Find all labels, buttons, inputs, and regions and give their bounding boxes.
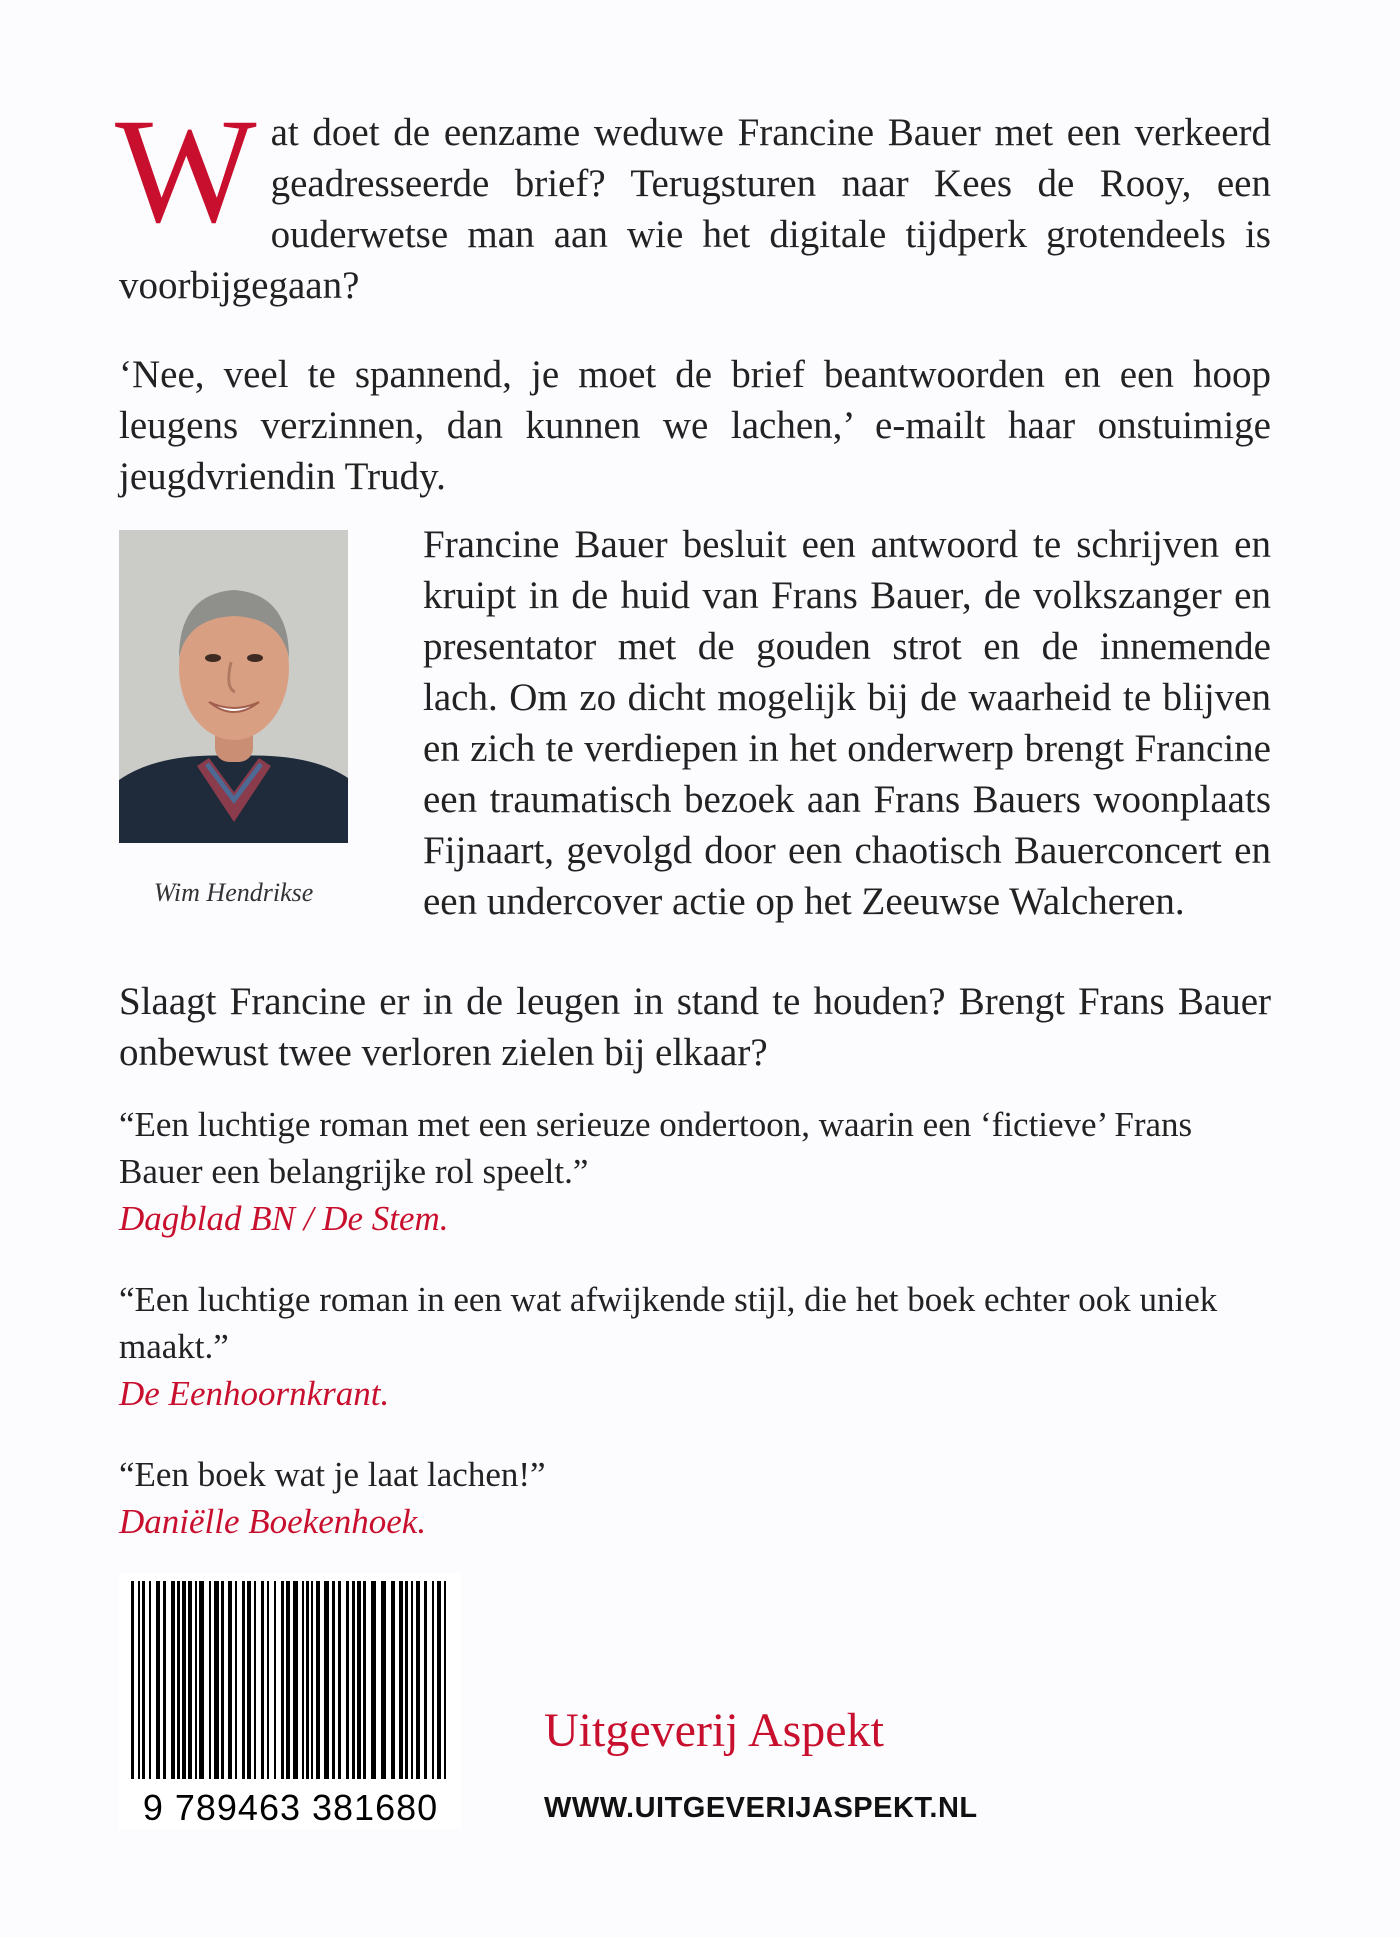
drop-cap: W [115, 88, 257, 254]
review-quote [119, 1276, 1271, 1417]
review-quote-source: Dagblad BN / De Stem. [119, 1199, 449, 1238]
review-quote-text: “Een boek wat je laat lachen!” [119, 1455, 546, 1494]
intro-paragraph [115, 88, 1271, 311]
review-quote-source: Daniëlle Boekenhoek. [119, 1502, 427, 1541]
review-quote-text: “Een luchtige roman met een serieuze ondertoon, waarin een ‘fictieve’ Frans Bauer een belangrijke rol speelt.” [119, 1105, 1193, 1191]
isbn-barcode [119, 1573, 462, 1829]
publisher-name: Uitgeverij Aspekt [544, 1704, 884, 1757]
barcode-bars-icon [127, 1581, 454, 1785]
review-quote-text: “Een luchtige roman in een wat afwijkende stijl, die het boek echter ook uniek maakt.” [119, 1280, 1218, 1366]
review-quote [119, 1101, 1271, 1242]
author-portrait-icon [119, 530, 348, 843]
question-paragraph: Slaagt Francine er in de leugen in stand te houden? Brengt Frans Bauer onbewust twee verloren zielen bij elkaar? [119, 980, 1271, 1074]
trudy-paragraph: ‘Nee, veel te spannend, je moet de brief beantwoorden en een hoop leugens verzinnen, dan kunnen we lachen,’ e-mailt haar onstuimige jeugdvriendin Trudy. [119, 353, 1271, 498]
author-photo [119, 530, 348, 843]
publisher-website: WWW.UITGEVERIJASPEKT.NL [544, 1792, 978, 1824]
review-quote-source: De Eenhoornkrant. [119, 1374, 390, 1413]
intro-text: at doet de eenzame weduwe Francine Bauer met een verkeerd geadresseerde brief? Terugsturen naar Kees de Rooy, een ouderwetse man aan wie het digitale tijdperk grotendeels is voorbijgegaan? [119, 111, 1271, 307]
author-photo-caption: Wim Hendrikse [153, 878, 314, 907]
isbn-digits: 9 789463 381680 [142, 1787, 439, 1828]
story-paragraph: Francine Bauer besluit een antwoord te schrijven en kruipt in de huid van Frans Bauer, de volkszanger en presentator met de gouden strot en de innemende lach. Om zo dicht mogelijk bij de waarheid te blijven en zich te verdiepen in het onderwerp brengt Francine een traumatisch bezoek aan Frans Bauers woonplaats Fijnaart, gevolgd door een chaotisch Bauerconcert en een undercover actie op het Zeeuwse Walcheren. [423, 523, 1271, 923]
review-quote [119, 1451, 1271, 1545]
